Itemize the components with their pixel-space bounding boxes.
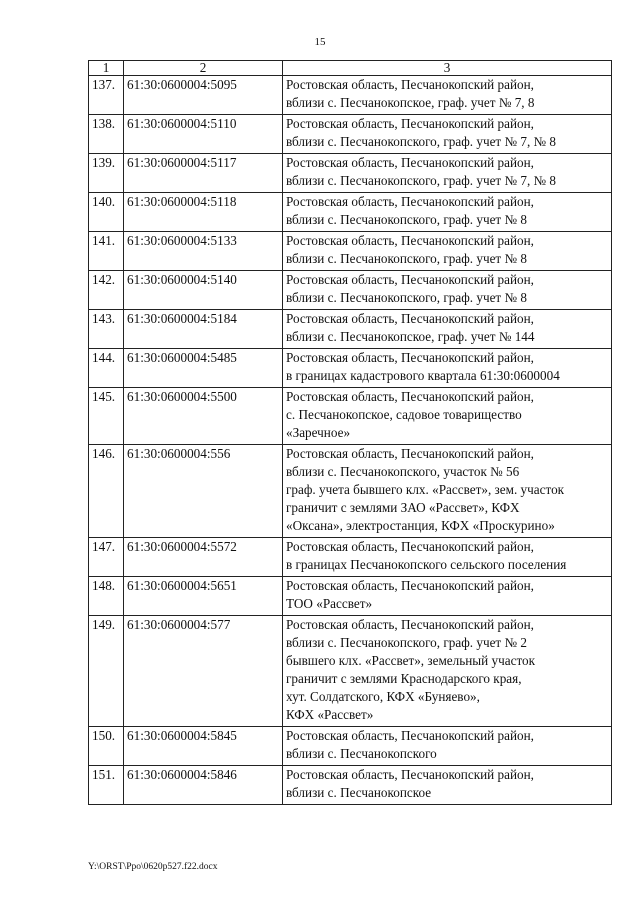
location-line: Ростовская область, Песчанокопский район, <box>286 116 534 131</box>
location-line: вблизи с. Песчанокопского, граф. учет № 7, № 8 <box>286 173 557 188</box>
row-number: 137. <box>89 76 124 115</box>
row-number: 151. <box>89 766 124 805</box>
cadastral-number: 61:30:0600004:5485 <box>124 349 283 388</box>
table-row <box>89 154 612 193</box>
cadastral-number: 61:30:0600004:5184 <box>124 310 283 349</box>
location-line: Ростовская область, Песчанокопский район, <box>286 578 534 593</box>
location-line: Ростовская область, Песчанокопский район, <box>286 272 534 287</box>
table-row <box>89 616 612 727</box>
location-line: вблизи с. Песчанокопское, граф. учет № 7, 8 <box>286 95 535 110</box>
location-line: Ростовская область, Песчанокопский район, <box>286 767 534 782</box>
location-line: вблизи с. Песчанокопского, граф. учет № 8 <box>286 251 527 266</box>
location-line: Ростовская область, Песчанокопский район, <box>286 617 534 632</box>
location-line: вблизи с. Песчанокопского, граф. учет № 8 <box>286 212 527 227</box>
location-line: Ростовская область, Песчанокопский район, <box>286 311 534 326</box>
page-number: 15 <box>314 36 326 48</box>
table-row <box>89 766 612 805</box>
location-line: вблизи с. Песчанокопское <box>286 785 432 800</box>
table-row <box>89 115 612 154</box>
location-description <box>283 349 612 388</box>
location-description <box>283 310 612 349</box>
table-row <box>89 727 612 766</box>
row-number: 150. <box>89 727 124 766</box>
row-number: 143. <box>89 310 124 349</box>
location-description <box>283 766 612 805</box>
land-plots-table <box>88 60 612 805</box>
location-line: вблизи с. Песчанокопского <box>286 746 437 761</box>
cadastral-number: 61:30:0600004:5117 <box>124 154 283 193</box>
cadastral-number: 61:30:0600004:556 <box>124 445 283 538</box>
row-number: 145. <box>89 388 124 445</box>
location-line: хут. Солдатского, КФХ «Буняево», <box>286 689 480 704</box>
row-number: 149. <box>89 616 124 727</box>
location-line: Ростовская область, Песчанокопский район, <box>286 389 534 404</box>
location-line: вблизи с. Песчанокопского, граф. учет № 8 <box>286 290 527 305</box>
location-line: Ростовская область, Песчанокопский район, <box>286 155 534 170</box>
location-description <box>283 445 612 538</box>
table-row <box>89 577 612 616</box>
location-line: Ростовская область, Песчанокопский район, <box>286 350 534 365</box>
file-path-footer: Y:\ORST\Ppo\0620p527.f22.docx <box>88 862 218 872</box>
location-line: граничит с землями ЗАО «Рассвет», КФХ <box>286 500 520 515</box>
location-line: вблизи с. Песчанокопского, участок № 56 <box>286 464 520 479</box>
row-number: 138. <box>89 115 124 154</box>
cadastral-number: 61:30:0600004:577 <box>124 616 283 727</box>
location-line: Ростовская область, Песчанокопский район, <box>286 77 534 92</box>
cadastral-number: 61:30:0600004:5572 <box>124 538 283 577</box>
location-line: Ростовская область, Песчанокопский район, <box>286 233 534 248</box>
row-number: 141. <box>89 232 124 271</box>
location-line: бывшего клх. «Рассвет», земельный участок <box>286 653 536 668</box>
row-number: 147. <box>89 538 124 577</box>
location-description <box>283 388 612 445</box>
table-row <box>89 271 612 310</box>
location-line: ТОО «Рассвет» <box>286 596 373 611</box>
row-number: 139. <box>89 154 124 193</box>
cadastral-number: 61:30:0600004:5133 <box>124 232 283 271</box>
cadastral-number: 61:30:0600004:5095 <box>124 76 283 115</box>
location-description <box>283 577 612 616</box>
cadastral-number: 61:30:0600004:5651 <box>124 577 283 616</box>
location-description <box>283 538 612 577</box>
location-description <box>283 232 612 271</box>
cadastral-number: 61:30:0600004:5118 <box>124 193 283 232</box>
table-row <box>89 445 612 538</box>
location-line: «Заречное» <box>286 425 351 440</box>
location-line: Ростовская область, Песчанокопский район, <box>286 194 534 209</box>
row-number: 140. <box>89 193 124 232</box>
table-row <box>89 76 612 115</box>
column-header-2: 2 <box>124 61 283 76</box>
column-header-3: 3 <box>283 61 612 76</box>
cadastral-number: 61:30:0600004:5846 <box>124 766 283 805</box>
table-body <box>89 76 612 805</box>
location-line: в границах кадастрового квартала 61:30:0600004 <box>286 368 560 383</box>
table-row <box>89 310 612 349</box>
row-number: 148. <box>89 577 124 616</box>
location-line: Ростовская область, Песчанокопский район, <box>286 728 534 743</box>
table-row <box>89 349 612 388</box>
cadastral-number: 61:30:0600004:5500 <box>124 388 283 445</box>
location-description <box>283 193 612 232</box>
table-row <box>89 388 612 445</box>
location-description <box>283 154 612 193</box>
location-description <box>283 727 612 766</box>
location-line: с. Песчанокопское, садовое товарищество <box>286 407 522 422</box>
column-header-1: 1 <box>89 61 124 76</box>
location-description <box>283 271 612 310</box>
location-line: в границах Песчанокопского сельского поселения <box>286 557 567 572</box>
row-number: 146. <box>89 445 124 538</box>
location-line: «Оксана», электростанция, КФХ «Проскурино» <box>286 518 555 533</box>
location-line: граф. учета бывшего клх. «Рассвет», зем. участок <box>286 482 565 497</box>
location-line: КФХ «Рассвет» <box>286 707 374 722</box>
location-line: вблизи с. Песчанокопского, граф. учет № 7, № 8 <box>286 134 557 149</box>
cadastral-number: 61:30:0600004:5110 <box>124 115 283 154</box>
table-header-row <box>89 61 612 76</box>
location-description <box>283 616 612 727</box>
table-row <box>89 193 612 232</box>
cadastral-number: 61:30:0600004:5140 <box>124 271 283 310</box>
location-line: Ростовская область, Песчанокопский район, <box>286 539 534 554</box>
table-row <box>89 232 612 271</box>
location-line: граничит с землями Краснодарского края, <box>286 671 522 686</box>
location-description <box>283 115 612 154</box>
cadastral-number: 61:30:0600004:5845 <box>124 727 283 766</box>
location-line: вблизи с. Песчанокопского, граф. учет № 2 <box>286 635 527 650</box>
table-row <box>89 538 612 577</box>
location-line: Ростовская область, Песчанокопский район, <box>286 446 534 461</box>
location-line: вблизи с. Песчанокопское, граф. учет № 144 <box>286 329 535 344</box>
row-number: 144. <box>89 349 124 388</box>
location-description <box>283 76 612 115</box>
row-number: 142. <box>89 271 124 310</box>
